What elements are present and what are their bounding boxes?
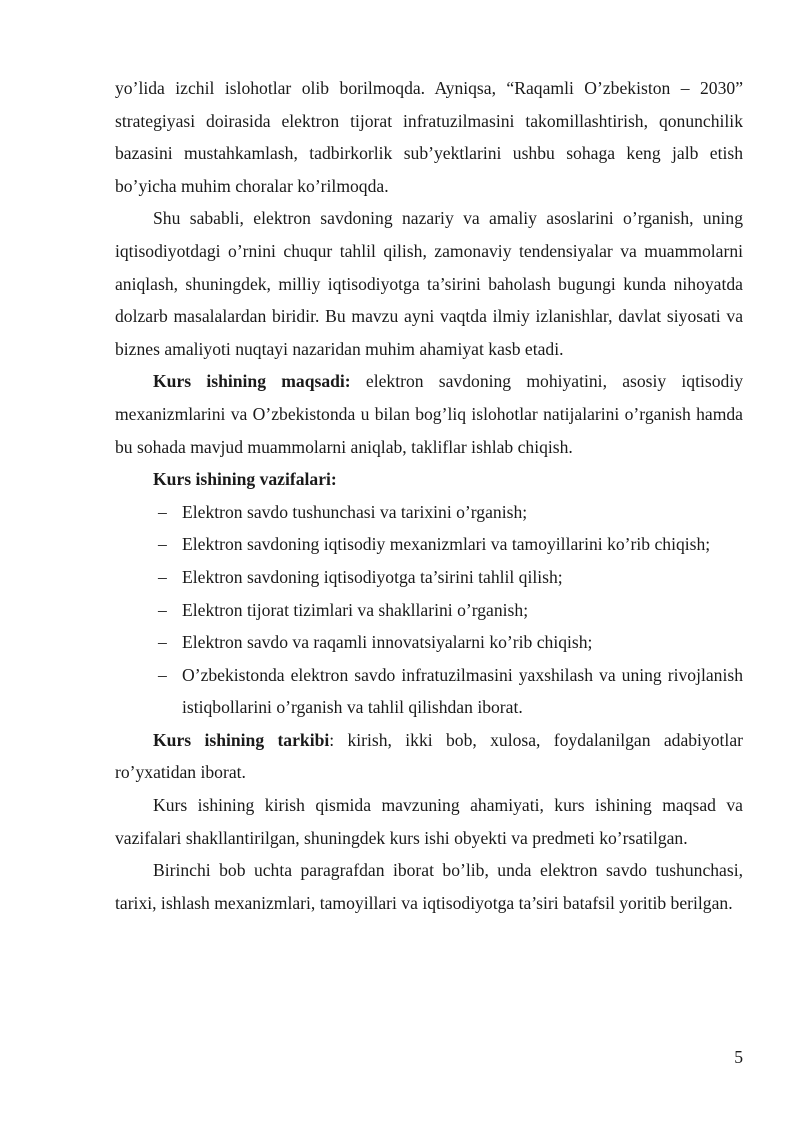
structure-text: : kirish, ikki bob, xulosa, foydalanilgan adabiyotlar ro’yxatidan iborat. — [115, 729, 743, 783]
list-item: – Elektron tijorat tizimlari va shakllarini o’rganish; — [115, 594, 743, 627]
tasks-heading: Kurs ishining vazifalari: — [153, 469, 337, 490]
dash-bullet: – — [158, 534, 167, 555]
structure-label: Kurs ishining tarkibi — [153, 729, 330, 750]
list-item: – Elektron savdo tushunchasi va tarixini o’rganish; — [115, 496, 743, 529]
list-item: – Elektron savdo va raqamli innovatsiyalarni ko’rib chiqish; — [115, 626, 743, 659]
paragraph-introduction: Kurs ishining kirish qismida mavzuning ahamiyati, kurs ishining maqsad va vazifalari shakllantirilgan, shuningdek kurs ishi obyekti va predmeti ko’rsatilgan. — [115, 795, 743, 848]
paragraph-chapter-one: Birinchi bob uchta paragrafdan iborat bo’lib, unda elektron savdo tushunchasi, tarixi, ishlash mexanizmlari, tamoyillari va iqtisodiyotga ta’siri batafsil yoritib berilgan. — [115, 860, 743, 913]
goal-label: Kurs ishining maqsadi: — [153, 371, 351, 392]
paragraph-relevance: Shu sababli, elektron savdoning nazariy va amaliy asoslarini o’rganish, uning iqtisodiyotdagi o’rnini chuqur tahlil qilish, zamonaviy tendensiyalar va muammolarni aniqlash, shuningdek, milliy iqtisodiyotga ta’sirini baholash bugungi kunda nihoyatda dolzarb masalalardan biridir. Bu mavzu ayni vaqtda ilmiy izlanishlar, davlat siyosati va biznes amaliyoti nuqtayi nazaridan muhim ahamiyat kasb etadi. — [115, 208, 743, 359]
dash-bullet: – — [158, 566, 167, 587]
dash-bullet: – — [158, 501, 167, 522]
goal-text: elektron savdoning mohiyatini, asosiy iqtisodiy mexanizmlarini va O’zbekistonda u bilan bog’liq islohotlar natijalarini o’rganish hamda bu sohada mavjud muammolarni aniqlab, takliflar ishlab chiqish. — [115, 371, 743, 457]
dash-bullet: – — [158, 664, 167, 685]
paragraph-goal — [115, 365, 743, 463]
page-number: 5 — [734, 1047, 743, 1067]
dash-bullet: – — [158, 632, 167, 653]
paragraph-continuation: yo’lida izchil islohotlar olib borilmoqda. Ayniqsa, “Raqamli O’zbekiston – 2030” strategiyasi doirasida elektron tijorat infratuzilmasini takomillashtirish, qonunchilik bazasini mustahkamlash, tadbirkorlik sub’yektlarini ushbu sohaga keng jalb etish bo’yicha muhim choralar ko’rilmoqda. — [115, 78, 743, 196]
list-item: – Elektron savdoning iqtisodiy mexanizmlari va tamoyillarini ko’rib chiqish; — [115, 528, 743, 561]
paragraph-structure — [115, 724, 743, 789]
tasks-list — [115, 496, 743, 724]
list-item: – O’zbekistonda elektron savdo infratuzilmasini yaxshilash va uning rivojlanish istiqbollarini o’rganish va tahlil qilishdan iborat. — [115, 659, 743, 724]
list-item: – Elektron savdoning iqtisodiyotga ta’sirini tahlil qilish; — [115, 561, 743, 594]
dash-bullet: – — [158, 599, 167, 620]
